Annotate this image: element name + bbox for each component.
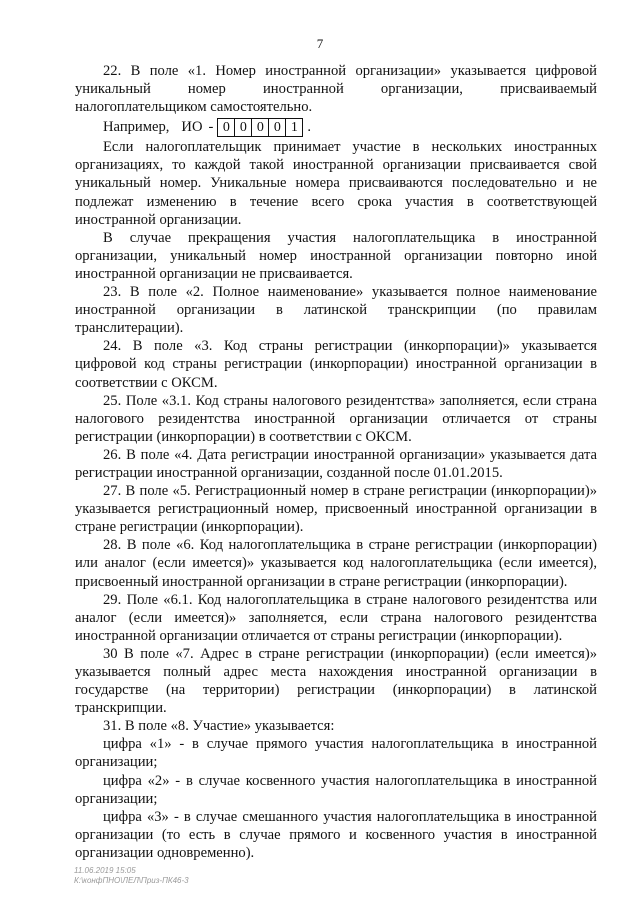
- example-label: Например,: [103, 119, 170, 136]
- example-digit-cells: [217, 118, 303, 137]
- list-item-digit-2: цифра «2» - в случае косвенного участия налогоплательщика в иностранной организации;: [75, 772, 597, 807]
- paragraph-termination: В случае прекращения участия налогоплательщика в иностранной организации, уникальный номер иностранной организации повторно иной иностранной организации не присваивается.: [75, 229, 597, 282]
- digit-cell: 0: [251, 119, 268, 136]
- paragraph-22: 22. В поле «1. Номер иностранной организации» указывается цифровой уникальный номер иностранной организации, присваиваемый налогоплательщиком самостоятельно.: [75, 63, 597, 116]
- paragraph-29: 29. Поле «6.1. Код налогоплательщика в стране налогового резидентства или аналог (если имеется)» заполняется, если страна налогового резидентства иностранной организации отличается от страны регистрации (инкорпорации).: [75, 591, 597, 644]
- list-item-digit-1: цифра «1» - в случае прямого участия налогоплательщика в иностранной организации;: [75, 736, 597, 771]
- paragraph-31: 31. В поле «8. Участие» указывается:: [103, 718, 335, 735]
- paragraph-27: 27. В поле «5. Регистрационный номер в стране регистрации (инкорпорации)» указывается регистрационный номер, присвоенный иностранной организации в стране регистрации (инкорпорации).: [75, 483, 597, 536]
- page-number: 7: [316, 36, 324, 51]
- digit-cell: 0: [222, 119, 230, 135]
- paragraph-24: 24. В поле «3. Код страны регистрации (инкорпорации)» указывается цифровой код страны регистрации (инкорпорации) иностранной организации в соответствии с ОКСМ.: [75, 338, 597, 391]
- list-item-digit-3: цифра «3» - в случае смешанного участия налогоплательщика в иностранной организации (то есть в случае прямого и косвенного участия в иностранной организации одновременно).: [75, 808, 597, 861]
- paragraph-30: 30 В поле «7. Адрес в стране регистрации (инкорпорации) (если имеется)» указывается полный адрес места нахождения иностранной организации в государстве (на территории) регистрации (инкорпорации) в латинской транскрипции.: [75, 645, 597, 717]
- example-end: .: [307, 119, 312, 136]
- example-line: [75, 116, 597, 138]
- footer-stamp: [74, 866, 189, 886]
- digit-cell: 1: [285, 119, 302, 136]
- digit-cell: 0: [234, 119, 251, 136]
- footer-stamp-path: К:\конфПНО\ЛЕЛ\Приз-ПК46-3: [74, 876, 189, 885]
- example-code: ИО: [181, 119, 203, 136]
- document-body: [75, 62, 597, 862]
- paragraph-28: 28. В поле «6. Код налогоплательщика в стране регистрации (инкорпорации) или аналог (если имеется)» указывается код налогоплательщика (если имеется), присвоенный иностранной организации в стране регистрации (инкорпорации).: [75, 537, 597, 590]
- paragraph-multiple-orgs: Если налогоплательщик принимает участие в нескольких иностранных организациях, то каждой такой иностранной организации присваивается свой уникальный номер. Уникальные номера присваиваются последовательно и не подлежат изменению в течение всего срока участия в соответствующей иностранной организации.: [75, 139, 597, 228]
- paragraph-25: 25. Поле «3.1. Код страны налогового резидентства» заполняется, если страна налогового резидентства иностранной организации отличается от страны регистрации (инкорпорации) в соответствии с ОКСМ.: [75, 392, 597, 445]
- digit-cell: 0: [268, 119, 285, 136]
- footer-stamp-date: 11.06.2019 15:05: [74, 866, 136, 875]
- paragraph-26: 26. В поле «4. Дата регистрации иностранной организации» указывается дата регистрации иностранной организации, созданной после 01.01.2015.: [75, 446, 597, 481]
- paragraph-23: 23. В поле «2. Полное наименование» указывается полное наименование иностранной организации в латинской транскрипции (по правилам транслитерации).: [75, 284, 597, 337]
- example-dash: -: [208, 119, 214, 136]
